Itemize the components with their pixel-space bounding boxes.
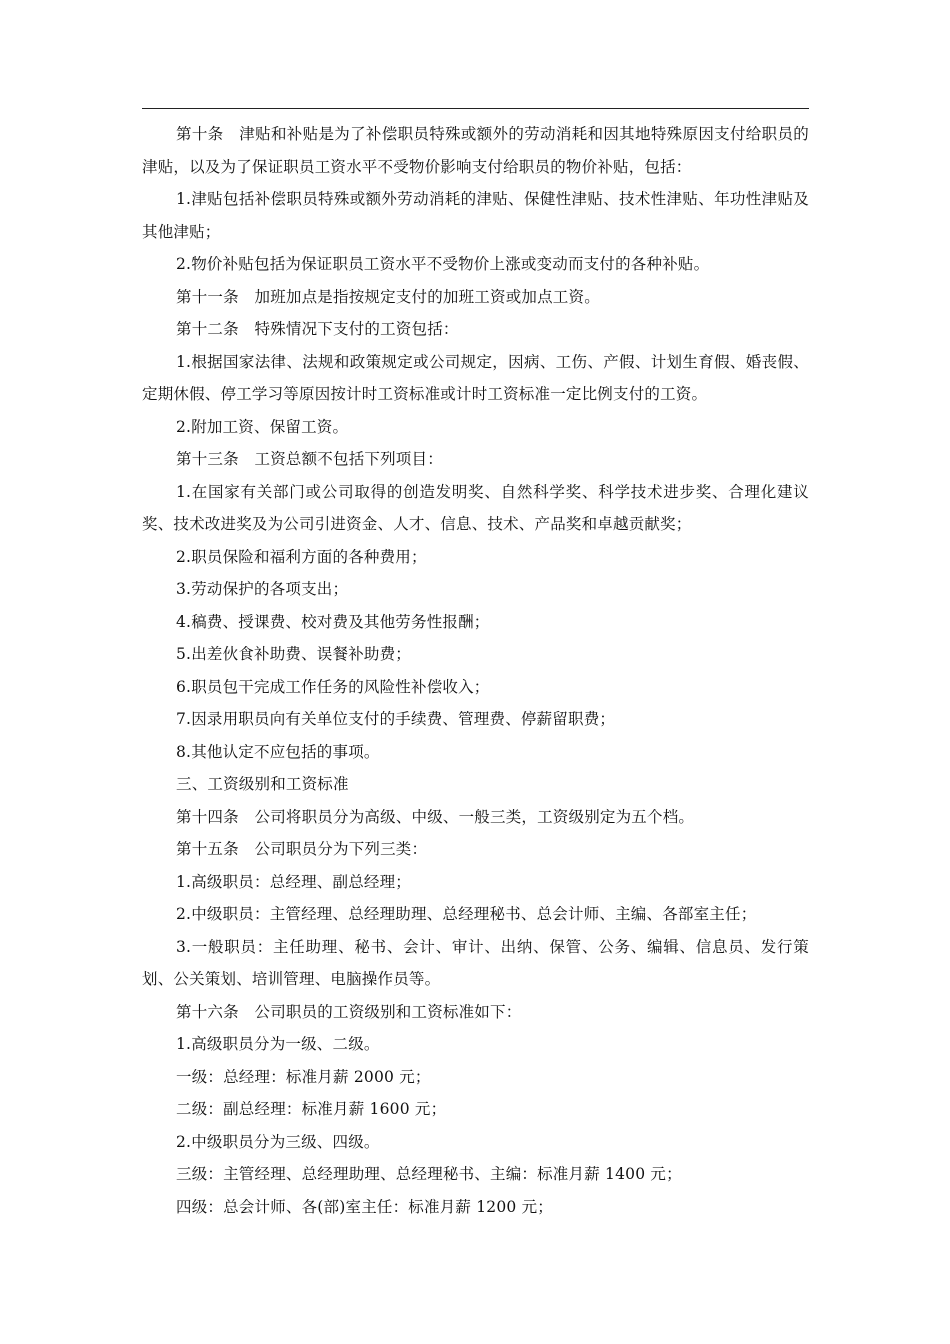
article-13-item-5: 5.出差伙食补助费、误餐补助费； <box>176 645 411 663</box>
article-13-item-3: 3.劳动保护的各项支出； <box>176 580 349 598</box>
grade-2: 二级：副总经理：标准月薪 1600 元； <box>176 1100 447 1118</box>
article-15-item-2: 2.中级职员：主管经理、总经理助理、总经理秘书、总会计师、主编、各部室主任； <box>176 905 757 923</box>
article-16-item-1: 1.高级职员分为一级、二级。 <box>176 1035 380 1053</box>
article-15: 第十五条 公司职员分为下列三类： <box>176 840 428 858</box>
article-16: 第十六条 公司职员的工资级别和工资标准如下： <box>176 1002 522 1021</box>
article-10-item-1: 1.津贴包括补偿职员特殊或额外劳动消耗的津贴、保健性津贴、技术性津贴、年功性津贴及其他津贴； <box>142 190 809 241</box>
section-heading: 三、工资级别和工资标准 <box>176 775 349 793</box>
article-13-item-7: 7.因录用职员向有关单位支付的手续费、管理费、停薪留职费； <box>176 710 616 728</box>
article-13-item-2: 2.职员保险和福利方面的各种费用； <box>176 547 427 566</box>
header-rule <box>142 108 809 109</box>
article-12: 第十二条 特殊情况下支付的工资包括： <box>176 320 459 338</box>
article-15-item-3: 3.一般职员：主任助理、秘书、会计、审计、出纳、保管、公务、编辑、信息员、发行策划、公关策划、培训管理、电脑操作员等。 <box>142 937 809 988</box>
article-12-item-2: 2.附加工资、保留工资。 <box>176 417 349 436</box>
article-10: 第十条 津贴和补贴是为了补偿职员特殊或额外的劳动消耗和因其地特殊原因支付给职员的津贴，以及为了保证职员工资水平不受物价影响支付给职员的物价补贴，包括： <box>142 125 809 176</box>
article-11: 第十一条 加班加点是指按规定支付的加班工资或加点工资。 <box>176 287 600 306</box>
article-13-item-6: 6.职员包干完成工作任务的风险性补偿收入； <box>176 677 490 696</box>
article-13-item-8: 8.其他认定不应包括的事项。 <box>176 742 380 761</box>
article-14: 第十四条 公司将职员分为高级、中级、一般三类，工资级别定为五个档。 <box>176 807 695 826</box>
article-13: 第十三条 工资总额不包括下列项目： <box>176 450 443 468</box>
document-body <box>142 118 809 1223</box>
article-10-item-2: 2.物价补贴包括为保证职员工资水平不受物价上涨或变动而支付的各种补贴。 <box>176 255 710 273</box>
article-16-item-2: 2.中级职员分为三级、四级。 <box>176 1132 380 1151</box>
article-12-item-1: 1.根据国家法律、法规和政策规定或公司规定，因病、工伤、产假、计划生育假、婚丧假、定期休假、停工学习等原因按计时工资标准或计时工资标准一定比例支付的工资。 <box>142 352 809 403</box>
article-13-item-1: 1.在国家有关部门或公司取得的创造发明奖、自然科学奖、科学技术进步奖、合理化建议奖、技术改进奖及为公司引进资金、人才、信息、技术、产品奖和卓越贡献奖； <box>142 482 809 533</box>
grade-1: 一级：总经理：标准月薪 2000 元； <box>176 1067 431 1086</box>
article-13-item-4: 4.稿费、授课费、校对费及其他劳务性报酬； <box>176 612 490 631</box>
grade-3: 三级：主管经理、总经理助理、总经理秘书、主编：标准月薪 1400 元； <box>176 1165 682 1183</box>
article-15-item-1: 1.高级职员：总经理、副总经理； <box>176 872 411 891</box>
grade-4: 四级：总会计师、各(部)室主任：标准月薪 1200 元； <box>176 1197 553 1216</box>
